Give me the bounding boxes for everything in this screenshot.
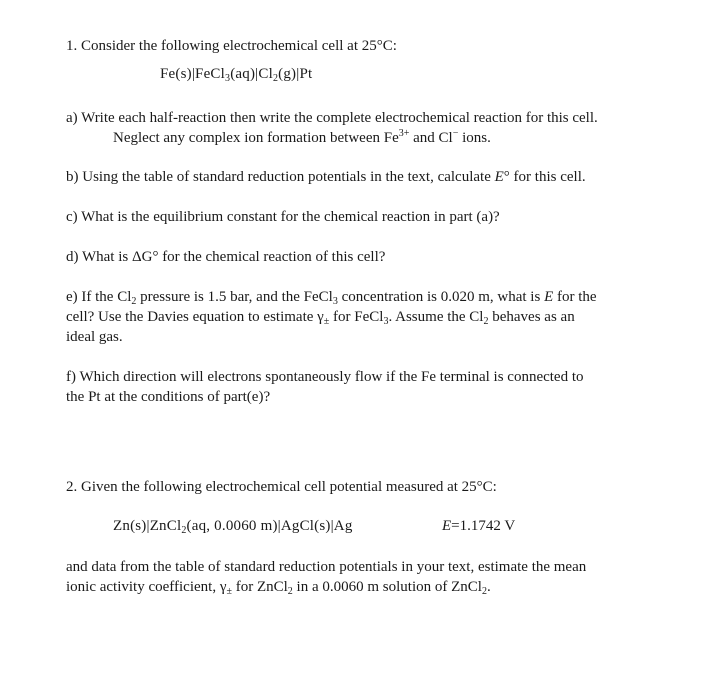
q1-cell-notation: $Fe(s)|FeCl_3(aq)|Cl_2(g)|Pt$ bbox=[160, 66, 313, 84]
q1-intro: 1. Consider the following electrochemical cell at 25°C: bbox=[66, 38, 397, 54]
q1-part-d: d) What is ΔG° for the chemical reaction of this cell? bbox=[66, 249, 386, 265]
q1-part-e-line2: cell? Use the Davies equation to estimate $\gamma_\pm$ for FeCl$_3$. Assume the $Cl_2$ behaves as an bbox=[66, 309, 575, 327]
q2-cell-potential: E=1.1742 V bbox=[442, 518, 516, 534]
q1-part-b: b) Using the table of standard reduction potentials in the text, calculate E° for this cell. bbox=[66, 169, 586, 185]
q2-intro: 2. Given the following electrochemical cell potential measured at 25°C: bbox=[66, 479, 497, 495]
q2-text-line2: ionic activity coefficient, $\gamma_\pm$ for ZnCl$_2$ in a 0.0060 m solution of ZnCl$_2$. bbox=[66, 579, 491, 597]
q1-part-f-line1: f) Which direction will electrons spontaneously flow if the Fe terminal is connected to bbox=[66, 369, 584, 385]
q1-part-f-line2: the Pt at the conditions of part(e)? bbox=[66, 389, 271, 405]
q2-text-line1: and data from the table of standard reduction potentials in your text, estimate the mean bbox=[66, 559, 587, 575]
q1-part-a-line2: Neglect any complex ion formation between $Fe^{3+}$ and Cl− ions. bbox=[113, 128, 491, 146]
q1-part-e-line1: e) If the $Cl_2$ pressure is 1.5 bar, and the FeCl$_3$ concentration is 0.020 m, what is E for the bbox=[66, 289, 597, 307]
q2-cell-notation: Zn(s)|ZnCl$_2$(aq, 0.0060 m)|AgCl(s)|Ag bbox=[113, 518, 353, 536]
q1-part-a-line1: a) Write each half-reaction then write the complete electrochemical reaction for this cell. bbox=[66, 110, 598, 126]
q1-part-c: c) What is the equilibrium constant for the chemical reaction in part (a)? bbox=[66, 209, 500, 225]
q1-part-e-line3: ideal gas. bbox=[66, 329, 123, 345]
